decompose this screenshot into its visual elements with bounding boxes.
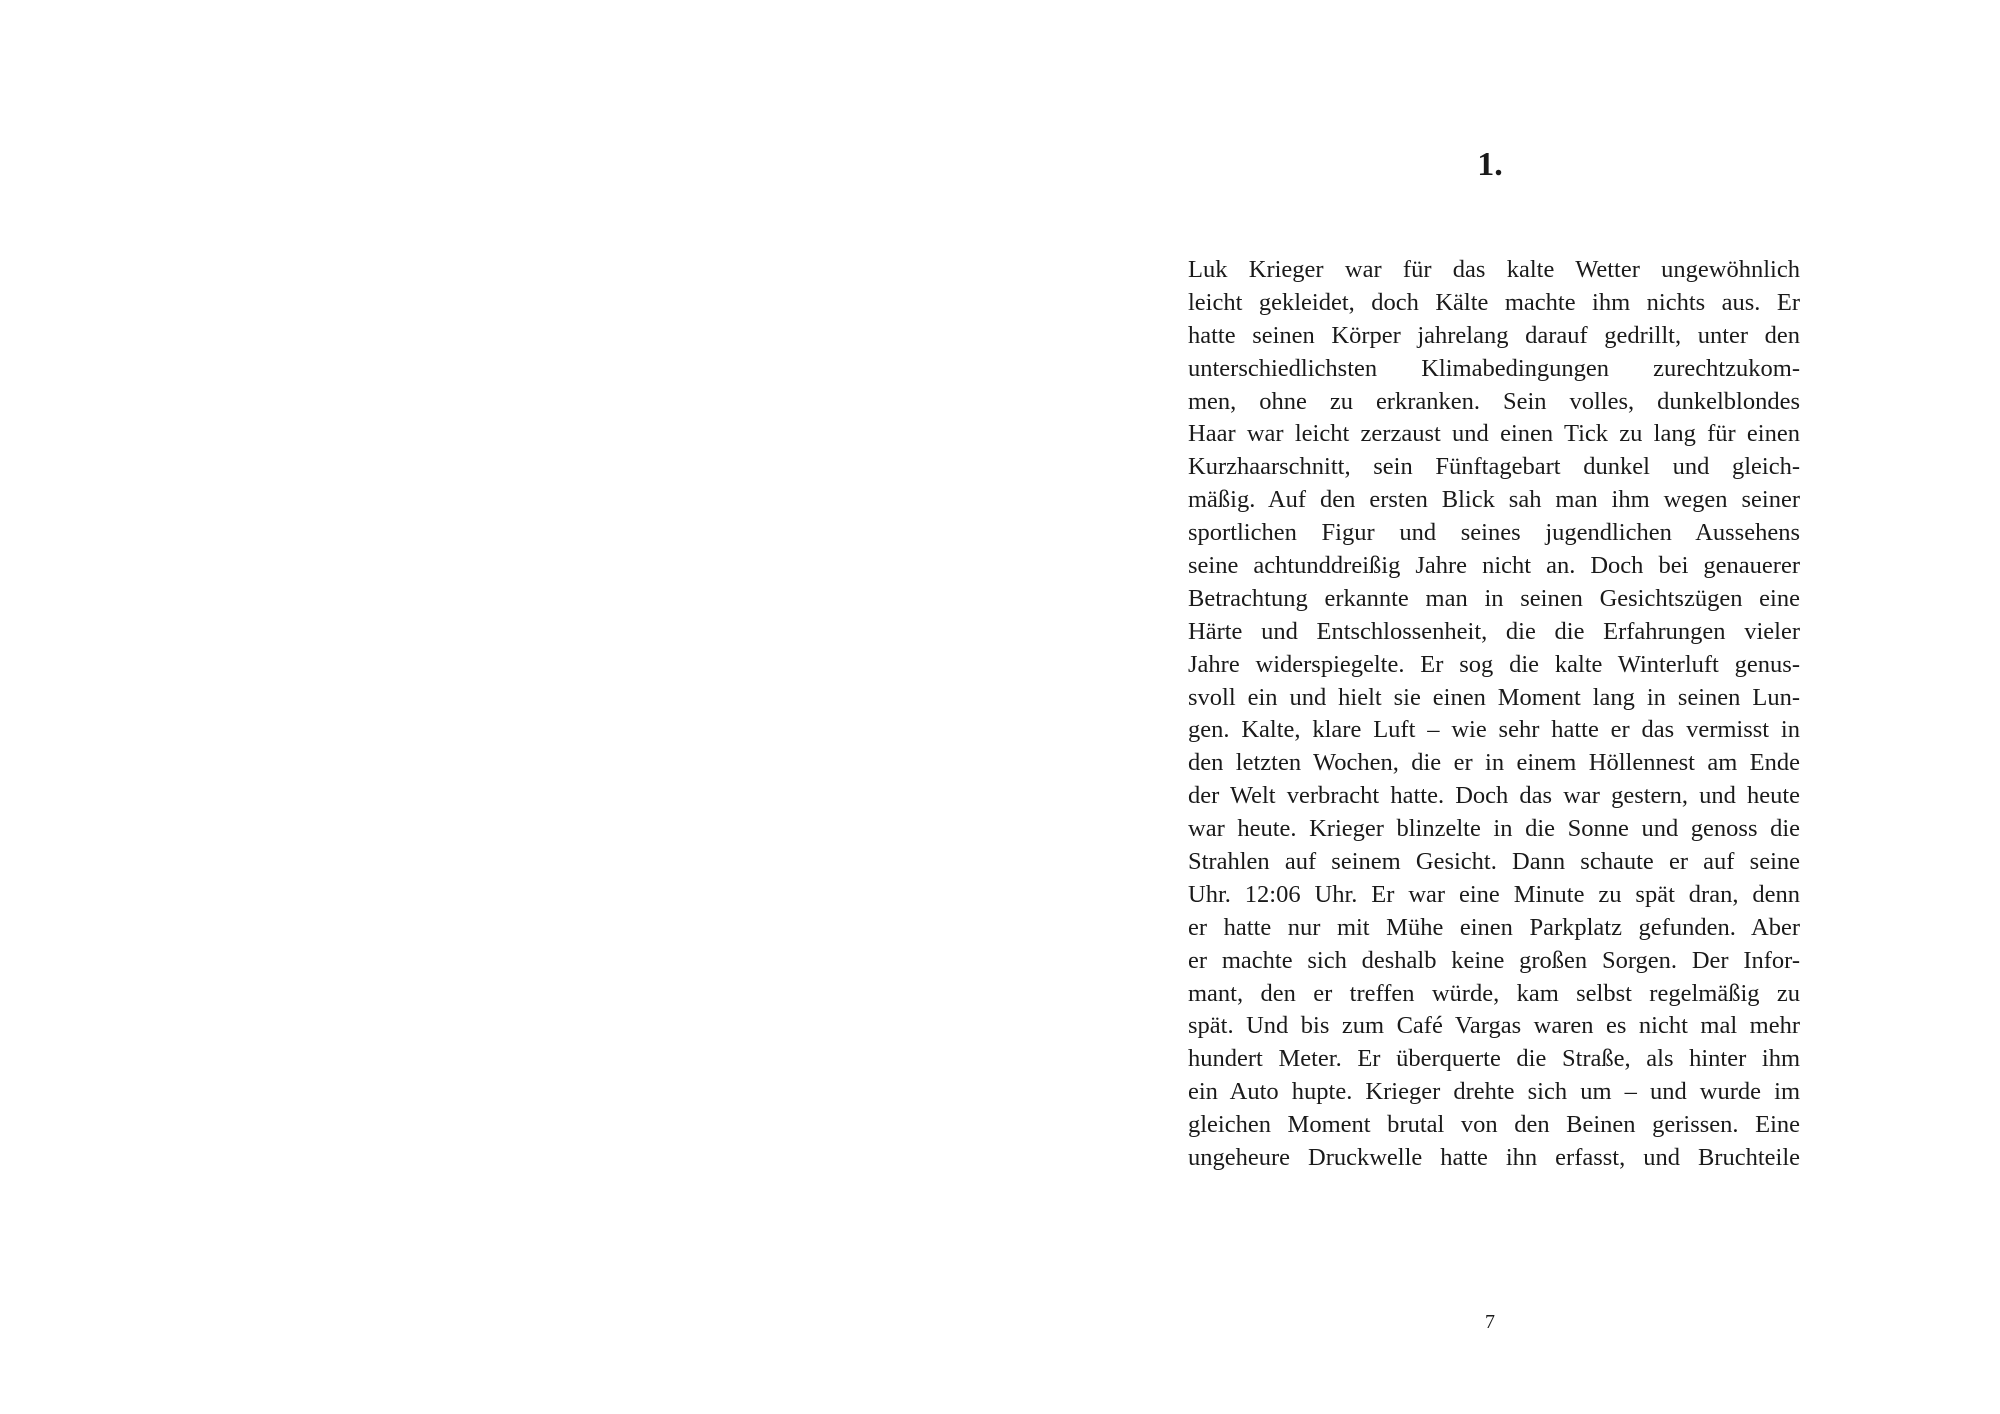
text-line: den letzten Wochen, die er in einem Höllennest am Ende [1188, 749, 1800, 777]
text-line: mant, den er treffen würde, kam selbst regelmäßig zu [1188, 979, 1800, 1007]
body-paragraph [1188, 254, 1800, 1175]
text-line: Uhr. 12:06 Uhr. Er war eine Minute zu spät dran, denn [1188, 880, 1800, 908]
text-line: men, ohne zu erkranken. Sein volles, dunkelblondes [1188, 387, 1800, 415]
page-number: 7 [1485, 1311, 1495, 1333]
text-line: Haar war leicht zerzaust und einen Tick zu lang für einen [1188, 420, 1800, 448]
text-line: hatte seinen Körper jahrelang darauf gedrillt, unter den [1188, 321, 1800, 349]
text-line: gleichen Moment brutal von den Beinen gerissen. Eine [1188, 1111, 1800, 1139]
text-line: Strahlen auf seinem Gesicht. Dann schaute er auf seine [1188, 848, 1800, 876]
text-line: Härte und Entschlossenheit, die die Erfahrungen vieler [1188, 617, 1800, 645]
text-line: gen. Kalte, klare Luft – wie sehr hatte er das vermisst in [1188, 716, 1800, 744]
text-line: Jahre widerspiegelte. Er sog die kalte Winterluft genus- [1188, 650, 1800, 678]
chapter-number: 1. [1477, 146, 1503, 183]
text-line: war heute. Krieger blinzelte in die Sonne und genoss die [1188, 815, 1800, 843]
text-line: svoll ein und hielt sie einen Moment lang in seinen Lun- [1188, 683, 1800, 711]
text-line: Luk Krieger war für das kalte Wetter ungewöhnlich [1188, 256, 1800, 283]
text-line: seine achtunddreißig Jahre nicht an. Doch bei genauerer [1188, 552, 1800, 580]
text-line: unterschiedlichsten Klimabedingungen zurechtzukom- [1188, 354, 1800, 382]
text-line: hundert Meter. Er überquerte die Straße, als hinter ihm [1188, 1045, 1800, 1073]
text-line: leicht gekleidet, doch Kälte machte ihm nichts aus. Er [1188, 288, 1800, 316]
text-line: spät. Und bis zum Café Vargas waren es nicht mal mehr [1188, 1012, 1800, 1040]
text-line: mäßig. Auf den ersten Blick sah man ihm wegen seiner [1188, 486, 1800, 514]
text-line: ungeheure Druckwelle hatte ihn erfasst, und Bruchteile [1188, 1144, 1800, 1172]
text-line: Betrachtung erkannte man in seinen Gesichtszügen eine [1188, 584, 1800, 612]
text-line: Kurzhaarschnitt, sein Fünftagebart dunkel und gleich- [1188, 453, 1800, 481]
text-line: er hatte nur mit Mühe einen Parkplatz gefunden. Aber [1188, 913, 1800, 941]
text-line: er machte sich deshalb keine großen Sorgen. Der Infor- [1188, 946, 1800, 974]
text-line: sportlichen Figur und seines jugendlichen Aussehens [1188, 519, 1800, 547]
text-line: der Welt verbracht hatte. Doch das war gestern, und heute [1188, 782, 1800, 810]
text-line: ein Auto hupte. Krieger drehte sich um – und wurde im [1188, 1078, 1800, 1106]
